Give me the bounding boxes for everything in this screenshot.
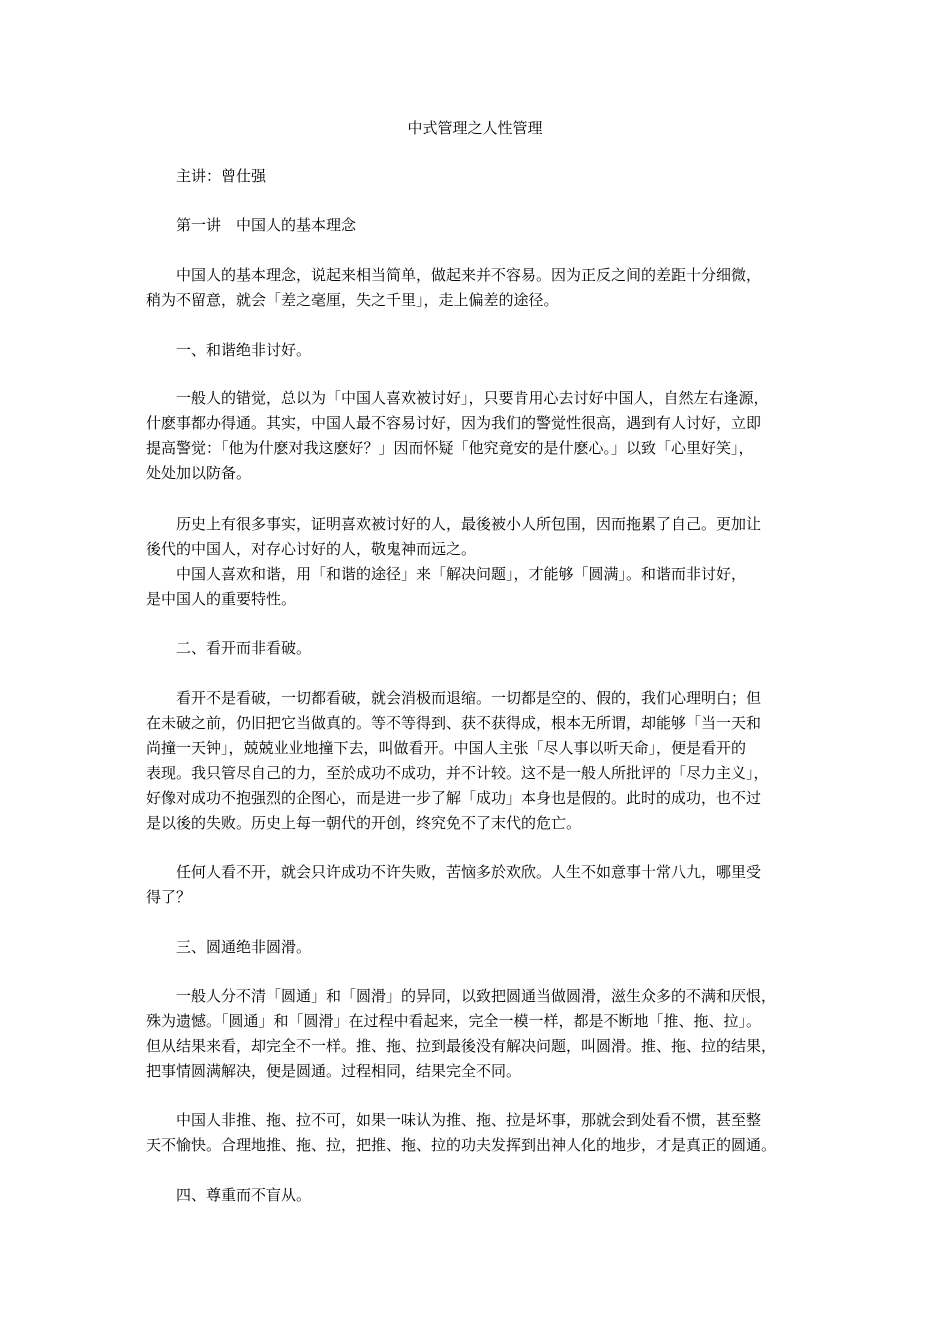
paragraph-line: 稍为不留意，就会「差之毫厘，失之千里」，走上偏差的途径。 <box>146 291 559 309</box>
paragraph-line: 在未破之前，仍旧把它当做真的。等不等得到、获不获得成，根本无所谓，却能够「当一天和 <box>146 714 762 732</box>
paragraph-line: 把事情圆满解决，便是圆通。过程相同，结果完全不同。 <box>146 1062 522 1080</box>
section-heading: 一、和谐绝非讨好。 <box>176 341 312 359</box>
paragraph-line: 表现。我只管尽自己的力，至於成功不成功，并不计较。这不是一般人所批评的「尽力主义」， <box>146 764 769 782</box>
paragraph-line: 任何人看不开，就会只许成功不许失败，苦恼多於欢欣。人生不如意事十常八九，哪里受 <box>176 863 762 881</box>
paragraph-line: 是中国人的重要特性。 <box>146 590 297 608</box>
paragraph-line: 是以後的失败。历史上每一朝代的开创，终究免不了末代的危亡。 <box>146 814 582 832</box>
paragraph-line: 後代的中国人，对存心讨好的人，敬鬼神而远之。 <box>146 540 477 558</box>
document-title: 中式管理之人性管理 <box>407 119 543 137</box>
paragraph-line: 殊为遗憾。「圆通」和「圆滑」在过程中看起来，完全一模一样，都是不断地「推、拖、拉」。 <box>146 1012 762 1030</box>
section-heading: 三、圆通绝非圆滑。 <box>176 938 312 956</box>
paragraph-line: 提高警觉：「他为什麽对我这麽好？」因而怀疑「他究竟安的是什麽心。」以致「心里好笑」， <box>146 439 754 457</box>
paragraph-line: 什麽事都办得通。其实，中国人最不容易讨好，因为我们的警觉性很高，遇到有人讨好，立即 <box>146 414 762 432</box>
section-heading: 二、看开而非看破。 <box>176 639 312 657</box>
paragraph-line: 尚撞一天钟」，兢兢业业地撞下去，叫做看开。中国人主张「尽人事以听天命」，便是看开的 <box>146 739 747 757</box>
paragraph-line: 中国人喜欢和谐，用「和谐的途径」来「解决问题」，才能够「圆满」。和谐而非讨好， <box>176 565 747 583</box>
paragraph-line: 好像对成功不抱强烈的企图心，而是进一步了解「成功」本身也是假的。此时的成功，也不过 <box>146 789 762 807</box>
paragraph-line: 一般人的错觉，总以为「中国人喜欢被讨好」，只要肯用心去讨好中国人，自然左右逢源， <box>176 389 769 407</box>
paragraph-line: 得了？ <box>146 888 192 906</box>
speaker-line: 主讲：曾仕强 <box>176 167 267 185</box>
chapter-heading: 第一讲 中国人的基本理念 <box>176 216 357 234</box>
paragraph-line: 处处加以防备。 <box>146 464 252 482</box>
section-heading: 四、尊重而不盲从。 <box>176 1186 312 1204</box>
paragraph-line: 看开不是看破，一切都看破，就会消极而退缩。一切都是空的、假的，我们心理明白；但 <box>176 689 762 707</box>
paragraph-line: 历史上有很多事实，证明喜欢被讨好的人，最後被小人所包围，因而拖累了自己。更加让 <box>176 515 762 533</box>
paragraph-line: 天不愉快。合理地推、拖、拉，把推、拖、拉的功夫发挥到出神人化的地步，才是真正的圆通。 <box>146 1136 777 1154</box>
paragraph-line: 中国人的基本理念，说起来相当简单，做起来并不容易。因为正反之间的差距十分细微， <box>176 266 762 284</box>
paragraph-line: 中国人非推、拖、拉不可，如果一味认为推、拖、拉是坏事，那就会到处看不惯，甚至整 <box>176 1111 762 1129</box>
paragraph-line: 一般人分不清「圆通」和「圆滑」的异同，以致把圆通当做圆滑，滋生众多的不满和厌恨， <box>176 987 777 1005</box>
paragraph-line: 但从结果来看，却完全不一样。推、拖、拉到最後没有解决问题，叫圆滑。推、拖、拉的结果， <box>146 1037 777 1055</box>
